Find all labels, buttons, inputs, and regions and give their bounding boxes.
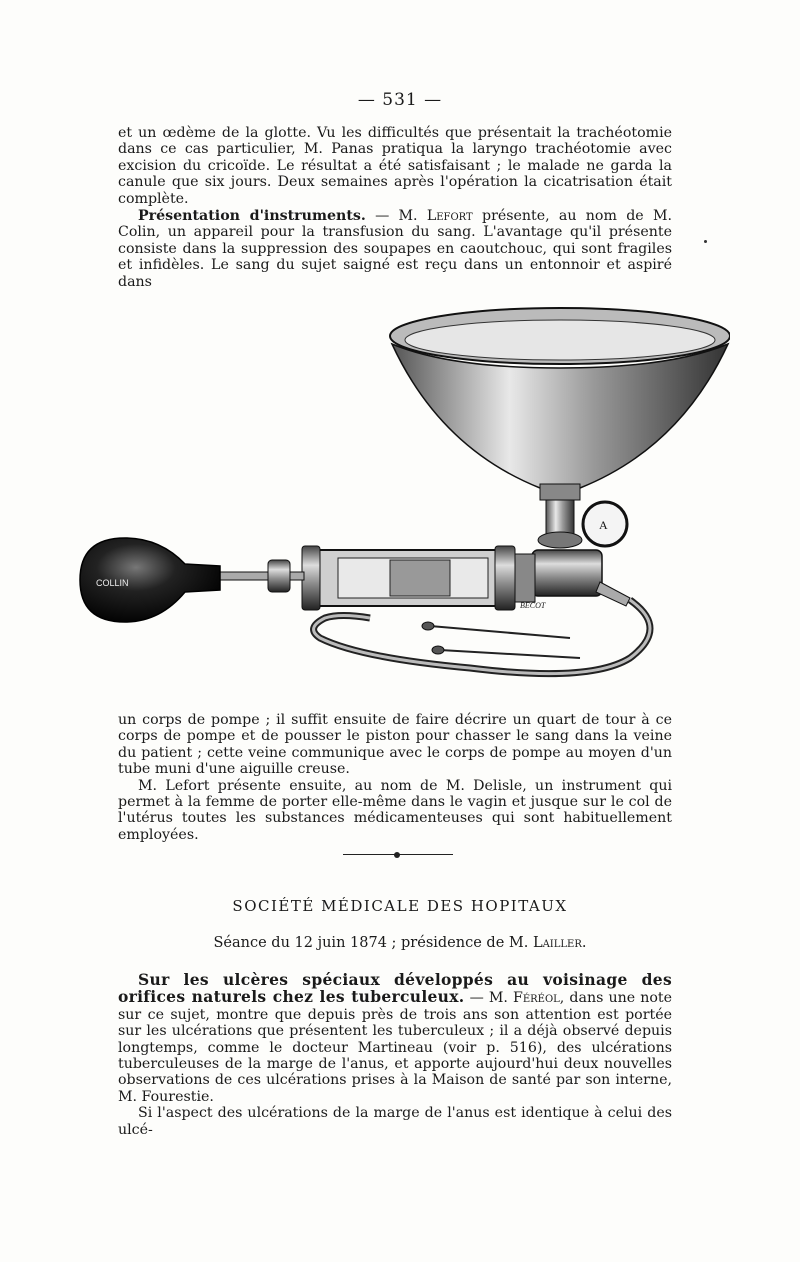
session-line <box>0 935 800 951</box>
paragraph-text: présente, au nom de M. Colin, un appareil pour la transfusion du sang. L'avantage qu'il présente consiste dans la suppression des soupapes en caoutchouc, qui sont fragiles et infidèles. Le sang du sujet saigné est reçu dans un entonnoir et aspiré dans <box>118 208 672 290</box>
separator-rule <box>343 852 453 858</box>
funnel-cone <box>392 344 728 488</box>
rubber-tube <box>314 600 650 674</box>
ink-speck <box>704 240 707 243</box>
author-name: Féréol <box>512 990 560 1007</box>
president-name: Lailler <box>532 935 582 951</box>
author-name: Lefort <box>426 208 473 224</box>
section-title-instruments: Présentation d'instruments. <box>138 208 366 224</box>
section-title-ulcers: Sur les ulcères spéciaux développés au voisinage des orifices naturels chez les tuberculeux. <box>118 970 672 1007</box>
gauge-label: A <box>599 518 608 532</box>
dash-text: — M. <box>464 990 513 1007</box>
society-heading: SOCIÉTÉ MÉDICALE DES HOPITAUX <box>232 897 568 915</box>
paragraph-instruments <box>118 208 672 290</box>
paragraph-glottis <box>118 125 672 207</box>
paragraph-text: un corps de pompe ; il suffit ensuite de faire décrire un quart de tour à ce corps de pompe et de pousser le piston pour chasser le sang dans la veine du patient ; cette veine communique avec le corps de pompe au moyen d'un tube muni d'une aiguille creuse. <box>118 712 672 778</box>
bulb-label: COLLIN <box>96 578 129 588</box>
paragraph-text: , dans une note sur ce sujet, montre que depuis près de trois ans son attention est portée sur les ulcérations que présentent les tuberculeux ; il a déjà observé depuis longtemps, comme le docteur Martineau (voir p. 516), des ulcérations tuberculeuses de la marge de l'anus, et apporte aujourd'hui deux nouvelles observations de ces ulcérations prises à la Maison de santé par son interne, M. Fourestie. <box>118 990 672 1105</box>
transfusion-apparatus-illustration <box>70 288 730 688</box>
needle-2 <box>440 650 580 658</box>
paragraph-text: et un œdème de la glotte. Vu les difficultés que présentait la trachéotomie dans ce cas particulier, M. Panas pratiqua la laryngo trachéotomie avec excision du cricoïde. Le résultat a été satisfaisant ; le malade ne garda la canule que six jours. Deux semaines après l'opération la cicatrisation était complète. <box>118 125 672 207</box>
engraver-signature: BECOT <box>520 601 546 610</box>
page-number: — 531 — <box>357 90 443 110</box>
paragraph-text: Si l'aspect des ulcérations de la marge de l'anus est identique à celui des ulcé- <box>118 1105 672 1138</box>
session-suffix: . <box>581 935 587 951</box>
dash-text: — M. <box>365 208 427 224</box>
session-prefix: Séance du 12 juin 1874 ; présidence de M. <box>213 935 533 951</box>
paragraph-text: M. Lefort présente ensuite, au nom de M. Delisle, un instrument qui permet à la femme de porter elle-même dans le vagin et jusque sur le col de l'utérus toutes les substances médicamenteuses qui sont habituellement employées. <box>118 777 672 843</box>
needle-1 <box>430 626 570 638</box>
paragraph-pump <box>118 712 672 843</box>
paragraph-ulcers <box>118 972 672 1138</box>
